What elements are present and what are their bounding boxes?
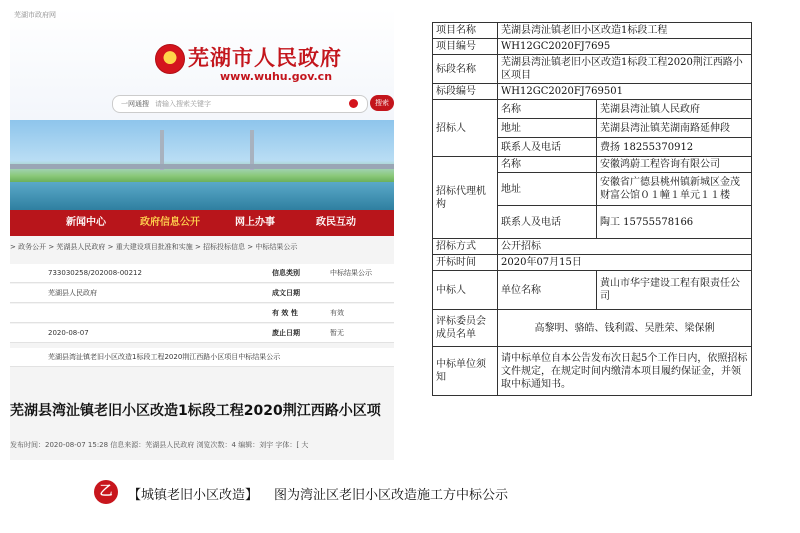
agent-name: 安徽鸿蔚工程咨询有限公司: [597, 157, 752, 173]
bridge-banner-image: [10, 120, 394, 210]
bid-result-table: [432, 22, 752, 396]
open-time: 2020年07月15日: [498, 255, 752, 271]
river: [10, 182, 394, 210]
bid-result-notice: [432, 22, 752, 433]
section-name-label: 标段名称: [433, 55, 498, 84]
meta-row: [10, 284, 394, 303]
section-no-label: 标段编号: [433, 84, 498, 100]
search-input[interactable]: [112, 95, 368, 113]
nav-online-services[interactable]: 网上办事: [235, 217, 275, 228]
table-row: [433, 347, 752, 396]
bridge-deck: [10, 164, 394, 169]
table-row: [433, 55, 752, 84]
method-label: 招标方式: [433, 239, 498, 255]
tenderer-name: 芜湖县湾沚镇人民政府: [597, 100, 752, 119]
article-title: 芜湖县湾沚镇老旧小区改造1标段工程2020荆江西路小区项: [10, 403, 381, 419]
subject: 芜湖县湾沚镇老旧小区改造1标段工程2020荆江西路小区项目中标结果公示: [48, 353, 281, 361]
section-no: WH12GC2020FJ769501: [498, 84, 752, 100]
abolish-value: 暂无: [330, 329, 344, 337]
project-no: WH12GC2020FJ7695: [498, 39, 752, 55]
info-category-value: 中标结果公示: [330, 269, 372, 277]
date-created-label: 成文日期: [272, 289, 300, 297]
site-header: [10, 8, 394, 120]
address-label: 地址: [498, 173, 597, 206]
caption-text: 图为湾沚区老旧小区改造施工方中标公示: [274, 488, 509, 503]
agent-label: 招标代理机构: [433, 157, 498, 239]
winner-label: 中标人: [433, 271, 498, 310]
caption-tag: 【城镇老旧小区改造】: [128, 488, 259, 503]
logo-icon: 乙: [94, 480, 118, 504]
agent-address: 安徽省广德县桃州镇新城区金茂财富公馆０１幢１单元１１楼: [597, 173, 752, 206]
table-row: [433, 239, 752, 255]
open-time-label: 开标时间: [433, 255, 498, 271]
address-label: 地址: [498, 119, 597, 138]
site-url: www.wuhu.gov.cn: [220, 70, 333, 83]
site-title: 芜湖市人民政府: [188, 46, 342, 70]
tenderer-address: 芜湖县湾沚镇芜湖南路延伸段: [597, 119, 752, 138]
project-no-label: 项目编号: [433, 39, 498, 55]
unit-name-label: 单位名称: [498, 271, 597, 310]
website-screenshot: [10, 8, 394, 460]
table-row: [433, 23, 752, 39]
nav-news[interactable]: 新闻中心: [66, 217, 106, 228]
notice-label: 中标单位须知: [433, 347, 498, 396]
method: 公开招标: [498, 239, 752, 255]
table-row: [433, 271, 752, 310]
table-row: [433, 310, 752, 347]
table-row: [433, 157, 752, 173]
info-category-label: 信息类别: [272, 269, 300, 277]
national-emblem-icon: [155, 44, 185, 74]
index-number: 733030258/202008-00212: [48, 269, 142, 277]
committee-members: 高黎明、骆皓、钱利霞、吴胜荣、梁保俐: [498, 310, 752, 347]
table-row: [433, 100, 752, 119]
search-icon[interactable]: [349, 99, 358, 108]
table-row: [433, 84, 752, 100]
contact-label: 联系人及电话: [498, 138, 597, 157]
main-nav: [10, 210, 394, 236]
contact-label: 联系人及电话: [498, 206, 597, 239]
agent-contact: 陶工 15755578166: [597, 206, 752, 239]
tenderer-label: 招标人: [433, 100, 498, 157]
meta-row: [10, 324, 394, 343]
project-name: 芜湖县湾沚镇老旧小区改造1标段工程: [498, 23, 752, 39]
publish-date: 2020-08-07: [48, 329, 89, 337]
nav-info-disclosure[interactable]: 政府信息公开: [140, 217, 200, 228]
search-button[interactable]: 搜索: [370, 95, 394, 111]
notice-text: 请中标单位自本公告发布次日起5个工作日内，依照招标文件规定，在规定时间内缴清本项目履约保证金，并领取中标通知书。: [498, 347, 752, 396]
tenderer-contact: 费扬 18255370912: [597, 138, 752, 157]
caption: [128, 484, 508, 503]
committee-label: 评标委员会成员名单: [433, 310, 498, 347]
topbar-text: 芜湖市政府网: [14, 11, 56, 19]
table-row: [433, 255, 752, 271]
validity-label: 有 效 性: [272, 309, 298, 317]
meta-row: [10, 348, 394, 367]
section-name: 芜湖县湾沚镇老旧小区改造1标段工程2020荆江西路小区项目: [498, 55, 752, 84]
table-row: [433, 39, 752, 55]
search-placeholder: 请输入搜索关键字: [155, 100, 211, 108]
breadcrumb[interactable]: > 政务公开 > 芜湖县人民政府 > 重大建设项目批准和实施 > 招标投标信息 > 中标结果公示: [10, 243, 298, 251]
nav-interaction[interactable]: 政民互动: [316, 217, 356, 228]
meta-row: [10, 304, 394, 323]
name-label: 名称: [498, 157, 597, 173]
project-name-label: 项目名称: [433, 23, 498, 39]
winner-name: 黄山市华宇建设工程有限责任公司: [597, 271, 752, 310]
name-label: 名称: [498, 100, 597, 119]
search-label: 一网通搜: [121, 100, 149, 108]
meta-row: [10, 264, 394, 283]
publisher: 芜湖县人民政府: [48, 289, 97, 297]
article-meta: 发布时间：2020-08-07 15:28 信息来源：芜湖县人民政府 浏览次数：4 编辑：刘宇 字体：[ 大: [10, 441, 309, 449]
validity-value: 有效: [330, 309, 344, 317]
abolish-label: 废止日期: [272, 329, 300, 337]
